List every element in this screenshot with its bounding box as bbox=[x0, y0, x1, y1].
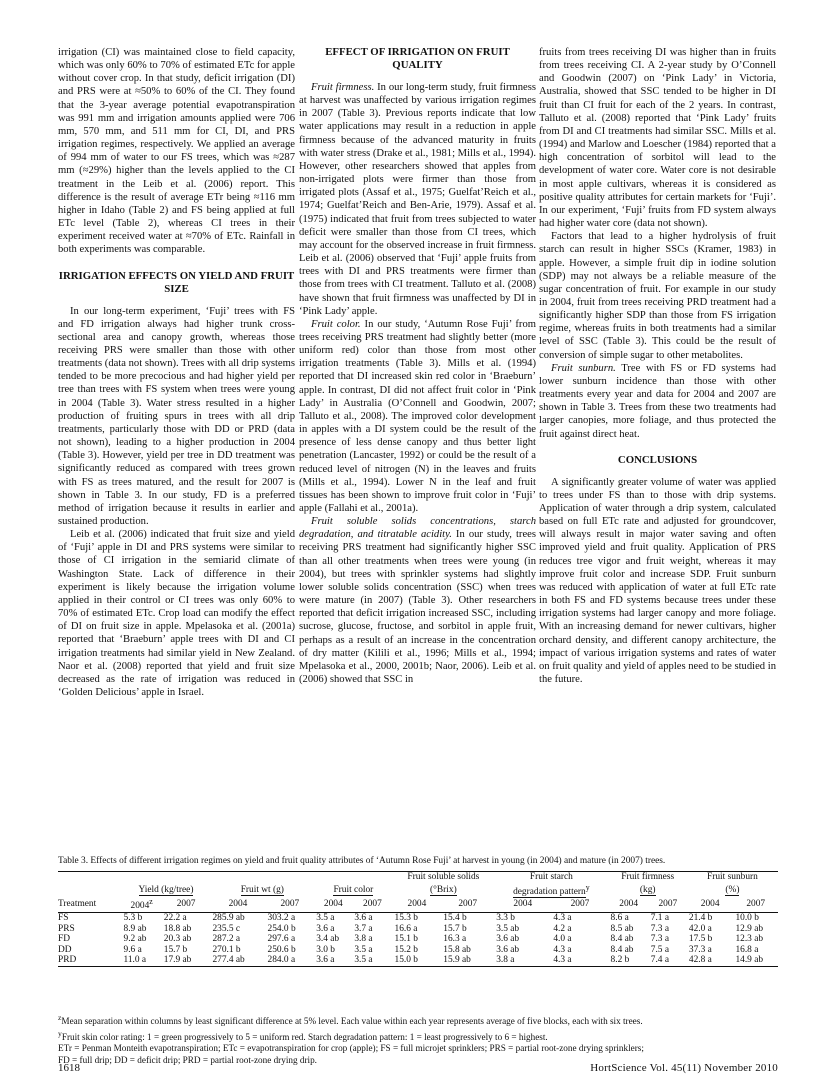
paragraph-firmness bbox=[299, 81, 536, 318]
table-cell: 16.8 a bbox=[735, 944, 759, 955]
table-cell: 22.2 a bbox=[163, 913, 187, 924]
table-cell: 9.6 a bbox=[123, 944, 142, 955]
table-cell: 37.3 a bbox=[688, 944, 712, 955]
column-group-sunburn-line1: Fruit sunburn bbox=[687, 872, 778, 883]
treatment-cell: PRS bbox=[58, 923, 75, 934]
column-group-firmness-line2: (kg) bbox=[639, 884, 656, 895]
table-cell: 4.3 a bbox=[551, 955, 608, 966]
table-cell: 284.0 a bbox=[266, 955, 315, 966]
table-cell: 17.5 b bbox=[688, 934, 713, 945]
table-cell: 8.9 ab bbox=[123, 923, 147, 934]
table-cell: 7.3 a bbox=[650, 923, 669, 934]
year-header: 2004 bbox=[314, 897, 352, 912]
paragraph: In our long-term experiment, ‘Fuji’ trees with FS and FD irrigation always had higher trunk cross-sectional area and canopy growth, whereas those receiving PRS were smaller than those with other treatments (data not shown). Trees with all drip systems tended to be more precocious and had higher yield per tree than trees with FS system when trees were young in 2004 (Table 3). Water stress resulted in a higher production of fruiting spurs in trees with all drip treatments, particularly those with DD or PRD (data not shown), leading to a higher production in 2004 (Table 3). However, yield per tree in DD treatment was significantly reduced as compared with trees grown with FS as trees matured, and the result for 2007 is shown in Table 3. In our study, FD is a preferred method of irrigation because it results in earlier and sustained production. bbox=[58, 305, 295, 527]
table-cell: 287.2 a bbox=[212, 934, 241, 945]
table-cell: 15.2 b bbox=[394, 944, 418, 955]
paragraph: Leib et al. (2006) indicated that fruit size and yield of ‘Fuji’ apple in DI and PRS systems were similar to those of CI irrigation in the semiarid climate of Washington State. Lack of difference in their experiment is likely because the irrigation volume applied in their control or CI trees was only 60% to 70% of estimated ETc. Crop load can modify the effect of DI on fruit size in apple. Mpelasoka et al. (2001a) reported that ‘Braeburn’ apple trees with DI and CI irrigation treatments had similar yield in New Zealand. Naor et al. (2008) reported that yield and fruit size decreased as the rate of irrigation was reduced in ‘Golden Delicious’ apple in Israel. bbox=[58, 529, 295, 699]
table-cell: 9.2 ab bbox=[123, 934, 147, 945]
table-cell: 277.4 ab bbox=[210, 955, 265, 966]
table-cell: 4.3 a bbox=[553, 913, 572, 924]
table-cell: 8.6 a bbox=[610, 913, 629, 924]
table-cell: 3.5 a bbox=[316, 913, 335, 924]
column-group-sunburn-line2: (%) bbox=[725, 884, 740, 895]
year-header: 2007 bbox=[162, 897, 211, 912]
year-header: 2007 bbox=[733, 897, 778, 912]
table-cell: 8.2 b bbox=[609, 955, 649, 966]
paragraph: A significantly greater volume of water was applied to trees under FS than to those with drip systems. Application of water through a drip system, calculated based on full ETc rate and adjusted for groundcover, will always result in major water saving and often improved yield and fruit quality. Application of PRS reduces tree vigor and fruit weight, whereas it may improve fruit color and increase SDP. Fruit sunburn was reduced with application of water at full ETc rate in both FS and FD systems because trees under these irrigation systems had larger canopy and more foliage. With an increasing demand for newer cultivars, higher orchard density, and different canopy architecture, the impact of various irrigation systems and rates of water on fruit quality and yield of apples need to be studied in the future. bbox=[539, 476, 776, 686]
table-cell: 3.3 b bbox=[496, 913, 515, 924]
treatment-cell: DD bbox=[58, 944, 72, 955]
run-in-heading: Fruit soluble solids concentrations, starch degradation, and titratable acidity. bbox=[299, 516, 536, 541]
year-header: 2004$^z$ bbox=[122, 897, 162, 912]
table-cell: 297.6 a bbox=[267, 934, 296, 945]
treatment-cell: FD bbox=[58, 934, 70, 945]
year-header: 2007 bbox=[551, 897, 608, 912]
table-cell: 17.9 ab bbox=[162, 955, 211, 966]
paragraph-body: Tree with FS or FD systems had lower sunburn incidence than those with other treatments every year and data for 2004 and 2007 are shown in Table 3. Trees from these two treatments had larger canopies, more foliage, and thus protected the fruit against direct heat. bbox=[539, 362, 776, 440]
table-cell: 3.4 ab bbox=[316, 934, 340, 945]
table-header-row-3 bbox=[58, 897, 778, 912]
run-in-heading: Fruit sunburn. bbox=[551, 362, 616, 374]
table-cell: 250.6 b bbox=[267, 944, 296, 955]
table-cell: 270.1 b bbox=[212, 944, 241, 955]
table-cell: 42.8 a bbox=[687, 955, 734, 966]
table-cell: 5.3 b bbox=[123, 913, 143, 924]
table-cell: 15.1 b bbox=[394, 934, 418, 945]
table-cell: 7.5 a bbox=[650, 944, 669, 955]
table-cell: 16.3 a bbox=[443, 934, 467, 945]
treatment-header: Treatment bbox=[58, 897, 122, 912]
table-row bbox=[58, 934, 778, 945]
page-number: 1618 bbox=[58, 1062, 80, 1074]
footnote-mark-z: z bbox=[149, 897, 153, 907]
table-cell: 7.1 a bbox=[650, 913, 669, 924]
table-cell: 18.8 ab bbox=[163, 923, 192, 934]
table-cell: 15.7 b bbox=[163, 944, 188, 955]
table-cell: 3.5 a bbox=[354, 944, 373, 955]
table-cell: 10.0 b bbox=[735, 913, 759, 924]
table-cell: 8.4 ab bbox=[610, 944, 634, 955]
treatment-cell: PRD bbox=[58, 955, 122, 966]
paragraph-ssc bbox=[299, 515, 536, 686]
paragraph-sunburn bbox=[539, 362, 776, 441]
table-cell: 8.4 ab bbox=[610, 934, 634, 945]
table-cell: 4.0 a bbox=[553, 934, 572, 945]
table-cell: 235.5 c bbox=[212, 923, 241, 934]
year-header: 2007 bbox=[266, 897, 315, 912]
year-header: 2004 bbox=[210, 897, 265, 912]
table-cell: 15.8 ab bbox=[443, 944, 471, 955]
table-cell: 285.9 ab bbox=[212, 913, 245, 924]
section-heading-fruit-quality: EFFECT OF IRRIGATION ON FRUIT QUALITY bbox=[325, 46, 510, 71]
column-group-starch-line2: degradation pattern$^y$ bbox=[513, 882, 590, 897]
table-cell: 7.4 a bbox=[649, 955, 687, 966]
table-cell: 14.9 ab bbox=[733, 955, 778, 966]
section-heading-yield: IRRIGATION EFFECTS ON YIELD AND FRUIT SIZE bbox=[58, 269, 295, 295]
table-header-row-2 bbox=[58, 883, 778, 898]
table-cell: 3.6 a bbox=[316, 923, 335, 934]
year-header: 2007 bbox=[352, 897, 392, 912]
table-cell: 15.0 b bbox=[393, 955, 442, 966]
table-cell: 3.5 a bbox=[352, 955, 392, 966]
table-cell: 3.6 a bbox=[314, 955, 352, 966]
year-header: 2004 bbox=[609, 897, 649, 912]
text-column-1 bbox=[58, 46, 295, 699]
paragraph-body: In our study, trees receiving PRS treatment had significantly higher SSC than all other treatments when trees were young (in 2004), but trees with sprinkler systems had slightly lower soluble solids concentration (SSC) when trees were mature (in 2007) (Table 3). Other researchers reported that deficit irrigation increased SSC, including sucrose, glucose, fructose, and sorbitol in apple fruit, perhaps as a result of an increase in the concentration of dry matter (Kilili et al., 1996; Mills et al., 1994; Mpelasoka et al., 2000, 2001b; Naor, 2006). Leib et al. (2006) showed that SSC in bbox=[299, 529, 536, 686]
column-group-ssc-line2: (°Brix) bbox=[430, 884, 457, 895]
footnote-z: $^z$Mean separation within columns by least significant difference at 5% level. Each value within each year represents average of five blocks, each with six trees. bbox=[58, 1013, 643, 1027]
table-header-row-1 bbox=[58, 872, 778, 883]
paragraph: irrigation (CI) was maintained close to field capacity, which was only 60% to 70% of estimated ETc for apple without cover crop. In that study, deficit irrigation (DI) and PRS were at ≈50% to 60% of the CI. They found that the 3-year average potential evapotranspiration was 991 mm and irrigation amounts applied were 706 mm, 570 mm, and 511 mm for CI, DI, and PRS irrigation regimes, respectively. We applied an average of 994 mm of water to our FS trees, which was ≈287 mm (≈29%) higher than the levels applied to the CI treatment in the Leib et al. (2006) report. This difference is the result of average ETr being ≈116 mm higher in Idaho (Table 2) and FS being applied at full ETc level (Table 2), whereas CI trees in their experiment received water at ≈70% of ETc. Rainfall in both experiments was comparable. bbox=[58, 47, 295, 256]
paragraph-body: In our study, ‘Autumn Rose Fuji’ from trees receiving PRS treatment had slightly better (more uniform red) color than those from most other irrigation treatments (Table 3). Mills et al. (1994) reported that DI increased skin red color in ‘Braeburn’ apple. In contrast, DI did not affect fruit color in ‘Pink Lady’ in Australia (O’Connell and Goodwin, 2007; Talluto et al., 2008). The improved color development in apples with a DI system could be the result of the presence of less dense canopy and thus better light penetration (Lancaster, 1992) or could be the result of a reduced level of nitrogen (N) in the leaves and fruits (Mills et al., 1994). Lower N in the leaf and fruit tissues has been shown to improve fruit color in ‘Fuji’ apple (Fallahi et al., 2001a). bbox=[299, 318, 536, 514]
table-row bbox=[58, 913, 778, 924]
journal-citation: HortScience Vol. 45(11) November 2010 bbox=[590, 1062, 778, 1074]
table-cell: 7.3 a bbox=[650, 934, 669, 945]
treatment-cell: FS bbox=[58, 913, 69, 924]
table-cell: 3.8 a bbox=[494, 955, 551, 966]
year-header: 2004 bbox=[494, 897, 551, 912]
footnote-mark-y: y bbox=[585, 882, 590, 892]
table-row bbox=[58, 945, 778, 956]
table-cell: 8.5 ab bbox=[610, 923, 634, 934]
table-cell: 4.3 a bbox=[553, 944, 572, 955]
text-column-2 bbox=[299, 46, 536, 686]
run-in-heading: Fruit firmness. bbox=[311, 82, 375, 93]
table-cell: 42.0 a bbox=[688, 923, 712, 934]
table-row bbox=[58, 955, 778, 966]
table-row bbox=[58, 924, 778, 935]
table-cell: 3.0 b bbox=[316, 944, 335, 955]
table-cell: 3.8 a bbox=[354, 934, 373, 945]
table-cell: 15.7 b bbox=[443, 923, 467, 934]
table-cell: 12.9 ab bbox=[735, 923, 764, 934]
table-cell: 3.6 ab bbox=[496, 934, 520, 945]
year-header: 2004 bbox=[393, 897, 442, 912]
table-caption: Table 3. Effects of different irrigation regimes on yield and fruit quality attributes of ‘Autumn Rose Fuji’ at harvest in young (in 2004) and mature (in 2007) trees. bbox=[58, 856, 666, 866]
table-cell: 303.2 a bbox=[267, 913, 296, 924]
footnote-y: $^y$Fruit skin color rating: 1 = green progressively to 5 = uniform red. Starch degradation pattern: 1 = least progressively to 6 = highest. bbox=[58, 1028, 548, 1042]
run-in-heading: Fruit color. bbox=[311, 318, 361, 330]
table-cell: 11.0 a bbox=[122, 955, 162, 966]
abbreviations-line-2: FD = full drip; DD = deficit drip; PRD = partial root-zone drying drip. bbox=[58, 1054, 317, 1065]
column-group-yield: Yield (kg/tree) bbox=[138, 884, 194, 895]
table-cell: 3.5 ab bbox=[496, 923, 520, 934]
table-cell: 21.4 b bbox=[688, 913, 713, 924]
column-group-firmness-line1: Fruit firmness bbox=[609, 872, 687, 883]
table-cell: 254.0 b bbox=[267, 923, 296, 934]
table-cell: 3.6 a bbox=[354, 913, 373, 924]
table-cell: 3.6 ab bbox=[496, 944, 520, 955]
year-header: 2007 bbox=[649, 897, 687, 912]
paragraph: Factors that lead to a higher hydrolysis of fruit starch can result in higher SSCs (Kramer, 1983) in apple. However, a simple fruit dip in iodine solution (SDP) may not always be a reliable measure of the sugar concentration of fruit. For example in our study in 2004, fruit from trees receiving PRD treatment had a significantly higher SDP than those from FS irrigation regime, whereas fruits in both treatments had a similar level of SSC (Table 3). This could be the result of conversion of simple sugar to other metabolites. bbox=[539, 231, 776, 361]
table-cell: 4.2 a bbox=[553, 923, 572, 934]
year-header: 2007 bbox=[441, 897, 494, 912]
table-cell: 16.6 a bbox=[394, 923, 418, 934]
table-cell: 3.7 a bbox=[354, 923, 373, 934]
table-cell: 20.3 ab bbox=[163, 934, 192, 945]
table-cell: 15.4 b bbox=[443, 913, 467, 924]
paragraph-body: In our long-term study, fruit firmness at harvest was unaffected by various irrigation regimes in 2007 (Table 3). Previous reports indicate that low water applications may result in a reduction in apple firmness because of the advanced maturity in fruits with water stress (Drake et al., 1981; Mills et al., 1994). However, other researchers showed that apples from non-irrigated plots were firmer than those from irrigated plots (Assaf et al., 1975; Guelfat’Reich et al., 1974; Guelfat’Reich and Ben-Arie, 1979). Assaf et al. (1975) indicated that fruit from trees subjected to water deficit were smaller than those from CI trees, which may account for the observed increase in fruit firmness. Leib et al. (2006) observed that ‘Fuji’ apple fruits from trees with DI and PRS treatments were firmer than those from trees with CI treatment. Talluto et al. (2008) have shown that fruit firmness was unaffected by DI in ‘Pink Lady’ apple. bbox=[299, 82, 536, 317]
table-footnotes bbox=[58, 1012, 778, 1067]
column-group-color: Fruit color bbox=[333, 884, 374, 895]
text-column-3 bbox=[539, 46, 776, 686]
table-cell: 12.3 ab bbox=[735, 934, 764, 945]
results-table bbox=[58, 871, 778, 967]
table-cell: 15.3 b bbox=[394, 913, 418, 924]
table-cell: 15.9 ab bbox=[441, 955, 494, 966]
column-group-fruit-wt: Fruit wt (g) bbox=[240, 884, 284, 895]
section-heading-conclusions: CONCLUSIONS bbox=[617, 453, 698, 466]
paragraph: fruits from trees receiving DI was higher than in fruits from trees receiving CI. A 2-year study by O’Connell and Goodwin (2007) on ‘Pink Lady’ in Victoria, Australia, showed that SSC tended to be higher in DI fruit than CI fruit for each of the 2 years. In contrast, Talluto et al. (2008) reported that ‘Pink Lady’ fruits from DI and CI treatments had similar SSC. Mills et al. (1994) and Marlow and Loescher (1984) reported that a high concentration of sorbitol will lead to the development of water core. Water core is not desirable in most apple cultivars, whereas it is considered as positive quality attributes for certain markets for ‘Fuji’. In our experiment, ‘Fuji’ fruits from FD system always had higher water core (data not shown). bbox=[539, 47, 776, 230]
column-group-ssc-line1: Fruit soluble solids bbox=[393, 872, 495, 883]
paragraph-color bbox=[299, 318, 536, 515]
abbreviations-line-1: ETr = Penman Monteith evapotranspiration; ETc = evapotranspiration for crop (apple); FS = full microjet sprinklers; PRS = partial root-zone drying sprinklers; bbox=[58, 1043, 644, 1054]
column-group-starch-line1: Fruit starch bbox=[494, 872, 608, 883]
year-header: 2004 bbox=[687, 897, 734, 912]
